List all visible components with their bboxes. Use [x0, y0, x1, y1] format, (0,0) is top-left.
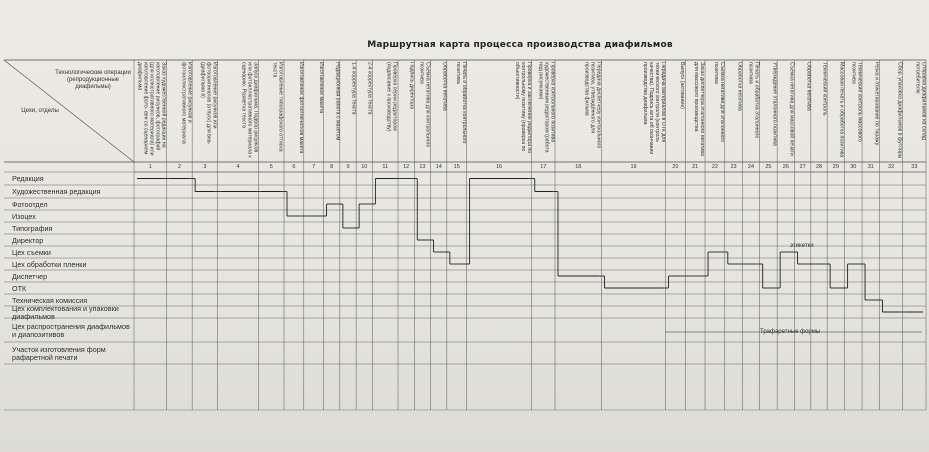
- stencil-forms-annotation: Трафаретные формы: [760, 329, 821, 335]
- operation-number: 32: [888, 164, 895, 170]
- operation-header: [795, 62, 811, 162]
- operation-number: 21: [692, 164, 699, 170]
- operation-number: 8: [330, 164, 334, 170]
- operation-header: [532, 62, 555, 162]
- operation-header: [725, 62, 742, 162]
- operation-text: Изготовление рисунков или фотооригиналов (отпуск) для вна- (диафильма в): [199, 62, 218, 145]
- corner-diagonal: [4, 60, 134, 162]
- department-label: ОТК: [12, 283, 27, 293]
- operation-number: 19: [630, 164, 637, 170]
- operation-text: Массовая печать и обработка позитива: [838, 62, 845, 158]
- operation-header: [811, 62, 827, 162]
- operation-header: [324, 62, 340, 162]
- operation-header: [398, 62, 414, 162]
- operation-header: [705, 62, 725, 162]
- operation-number: 9: [346, 164, 350, 170]
- operation-text: Проверка серии редактором (подписание к производству): [385, 62, 398, 132]
- operation-text: Заказ художественной редакции на изготовление рисунков, фотографий (для иллюстративного материала) или изготовление фото- вен со сценарием диафильма: [136, 62, 167, 156]
- operation-number: 30: [850, 164, 857, 170]
- operation-number: 12: [403, 164, 410, 170]
- operation-text: Передача диспетчеру контрольного позитива, утверждённого для производства фильма: [583, 62, 602, 149]
- department-label: Типография: [12, 223, 53, 233]
- operation-number: 25: [765, 164, 772, 170]
- operation-header: [431, 62, 447, 162]
- operation-header: [827, 62, 844, 162]
- operation-number: 16: [496, 164, 503, 170]
- operation-text: Изготовление фотоотпечатков макета: [297, 62, 304, 154]
- operation-header: [777, 62, 794, 162]
- operation-text: Заказ диспетчера эталонного негатива для массового производства: [693, 62, 706, 156]
- operation-text: Сбор, упаковка диафильмов в футляры: [896, 62, 903, 159]
- operation-number: 18: [575, 164, 582, 170]
- operation-text: Обработка негатива: [804, 62, 811, 111]
- operation-number: 11: [382, 164, 389, 170]
- operation-number: 2: [177, 164, 181, 170]
- operation-header: [372, 62, 398, 162]
- operations-header-label: Технологические операции (репродукционные диафильмы): [55, 70, 131, 90]
- operation-header: [685, 62, 705, 162]
- operation-text: Съемка негатива для эталонного позитива: [712, 62, 725, 143]
- departments-header-label: Цехи, отделы: [21, 108, 59, 114]
- operation-header: [903, 62, 926, 162]
- document-title: Маршрутная карта процесса производства диафильмов: [367, 40, 673, 50]
- operation-number: 22: [711, 164, 718, 170]
- operation-number: 20: [672, 164, 679, 170]
- operation-number: 7: [312, 164, 316, 170]
- operation-text: Запуск диафильма. Подбор рисунков или фотоиллюстративного материала к сценарию. Разметка текста: [240, 62, 259, 158]
- operation-number: 3: [203, 164, 207, 170]
- operation-text: Изготовление макета: [317, 62, 324, 114]
- operation-text: Редакционная работа с макетом: [333, 62, 340, 141]
- operation-header: [192, 62, 218, 162]
- operation-header: [340, 62, 356, 162]
- operation-text: Выпуск (актование): [679, 62, 686, 109]
- operation-text: Съемка негатива для контрольного позитива: [418, 62, 431, 148]
- operation-header: [414, 62, 430, 162]
- operation-number: 33: [911, 164, 918, 170]
- operation-header: [134, 62, 167, 162]
- operation-text: Печать и обработка эталонного позитива: [747, 62, 760, 139]
- operation-header: [602, 62, 666, 162]
- operation-number: 6: [292, 164, 296, 170]
- operation-text: Технический контроль: [821, 62, 828, 116]
- department-label: Художественная редакция: [12, 187, 101, 196]
- operation-text: Съемка негатива для массовой печати: [788, 62, 795, 156]
- operation-header: [760, 62, 777, 162]
- operation-text: Печать и обработка контрольного позитива: [454, 62, 467, 144]
- operation-text: Передача материалов в ОТК для технического контроля (контроль качества). Подпись акта об окончании производства диафильма: [641, 62, 666, 155]
- operation-header: [304, 62, 324, 162]
- operation-header: [665, 62, 685, 162]
- operation-number: 5: [269, 164, 273, 170]
- operation-header: [356, 62, 372, 162]
- operation-number: 24: [747, 164, 755, 170]
- department-label: Диспетчер: [12, 271, 48, 281]
- operation-number: 1: [148, 164, 152, 170]
- operation-text: Проверка и заключение редактора по контрольному позитиву (проверка по объективности): [513, 62, 532, 154]
- operation-number: 28: [815, 164, 823, 170]
- operation-number: 17: [540, 164, 547, 170]
- operation-text: Изготовление рисунков и фотоиллюстративного материала: [180, 62, 193, 144]
- department-label: Цех комплектования и упаковки диафильмов: [12, 303, 119, 321]
- department-label: Цех обработки пленки: [12, 259, 87, 269]
- department-label: Редакция: [12, 174, 44, 183]
- operation-number: 10: [361, 164, 368, 170]
- department-label: Участок изготовления форм рафаретной печати: [12, 344, 106, 362]
- operation-number: 15: [453, 164, 460, 170]
- operation-header: [845, 62, 862, 162]
- operation-text: Отправка диафильмов на склад потребителю: [913, 62, 926, 140]
- operation-text: Проверка контрольного позитива художественным редактором (работа над рисунками): [536, 62, 555, 153]
- operation-number: 31: [867, 164, 874, 170]
- operation-header: [258, 62, 284, 162]
- operation-number: 29: [832, 164, 839, 170]
- operation-text: Резка и этикетирование по тиражу: [873, 62, 880, 146]
- department-label: Цех съемки: [12, 247, 51, 257]
- operation-text: Обработка негатива: [736, 62, 743, 111]
- operation-header: [555, 62, 602, 162]
- operation-number: 23: [730, 164, 737, 170]
- operation-text: Подпись директора: [408, 62, 415, 109]
- department-label: Директор: [12, 235, 44, 245]
- operation-header: [447, 62, 467, 162]
- department-label: Техническая комиссия: [12, 295, 88, 305]
- operation-number: 14: [435, 164, 442, 170]
- department-label: Фотоотдел: [12, 199, 48, 209]
- operation-text: 2-я корректура текста: [366, 62, 373, 115]
- operation-number: 26: [782, 164, 789, 170]
- operation-text: Технический контроль массового позитива: [850, 62, 863, 142]
- operation-number: 4: [236, 164, 240, 170]
- department-label: Изоцех: [12, 211, 36, 221]
- operation-number: 13: [419, 164, 426, 170]
- operation-header: [218, 62, 259, 162]
- department-label: Цех распространения диафильмов и диапозитивов: [12, 321, 130, 339]
- operation-text: Изготовление типографского оттиска текста: [272, 62, 285, 152]
- operation-text: Утверждение эталонного позитива: [771, 62, 778, 146]
- labels-annotation: этикетки: [790, 243, 814, 249]
- operation-header: [284, 62, 304, 162]
- operation-header: [879, 62, 902, 162]
- operation-header: [167, 62, 193, 162]
- operation-text: 1-я корректура текста: [350, 62, 357, 115]
- operation-number: 27: [799, 164, 806, 170]
- operation-text: Обработка негатива: [440, 62, 447, 111]
- operation-header: [742, 62, 759, 162]
- operation-header: [467, 62, 532, 162]
- operation-header: [862, 62, 879, 162]
